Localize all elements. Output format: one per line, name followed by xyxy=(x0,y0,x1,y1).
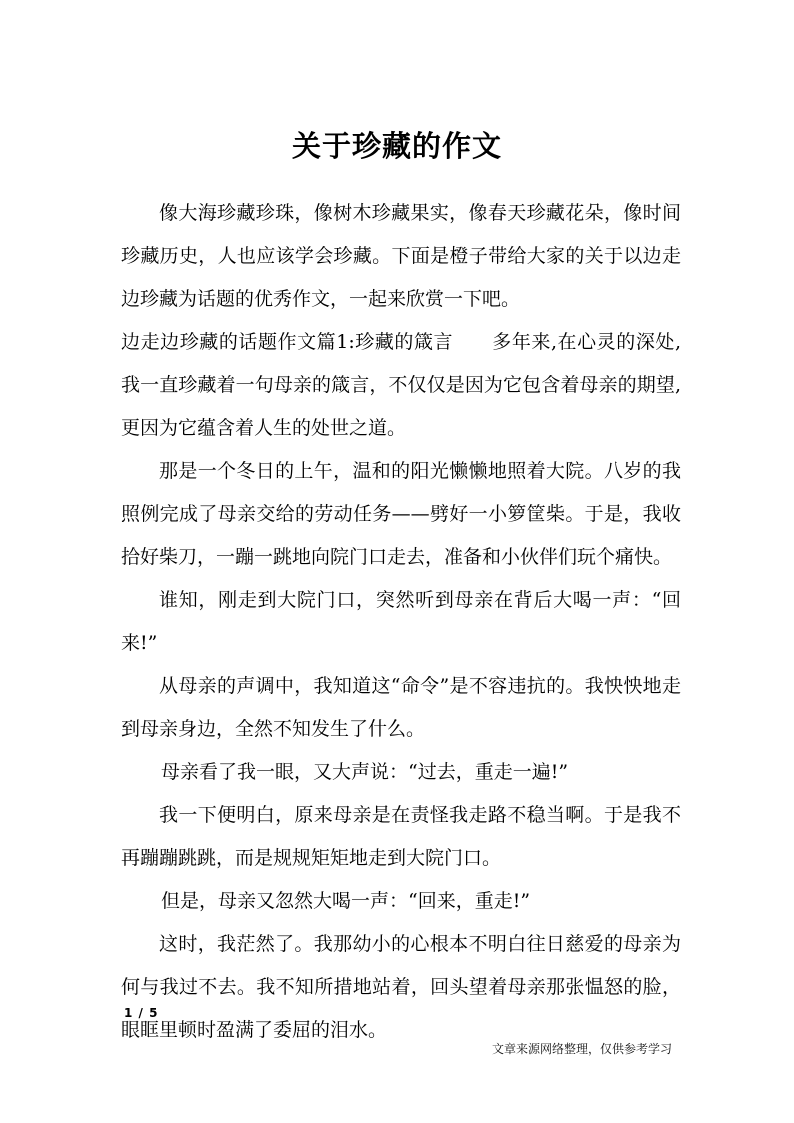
paragraph-walk-again: 母亲看了我一眼，又大声说：“过去，重走一遍!” xyxy=(161,761,569,783)
article-body xyxy=(121,192,681,1052)
page-indicator: 1 / 5 xyxy=(124,1006,159,1020)
paragraph-mother-calls: 谁知，刚走到大院门口，突然听到母亲在背后大喝一声：“回来!” xyxy=(121,589,681,654)
document-title: 关于珍藏的作文 xyxy=(291,129,502,163)
paragraph-intro: 像大海珍藏珍珠，像树木珍藏果实，像春天珍藏花朵，像时间珍藏历史，人也应该学会珍藏。下面是橙子带给大家的关于以边走边珍藏为话题的优秀作文，一起来欣赏一下吧。 xyxy=(121,202,681,310)
paragraph-confused: 这时，我茫然了。我那幼小的心根本不明白往日慈爱的母亲为何与我过不去。我不知所措地站着，回头望着母亲那张愠怒的脸，眼眶里顿时盈满了委屈的泪水。 xyxy=(121,933,681,1041)
paragraph-essay-heading: 边走边珍藏的话题作文篇1:珍藏的箴言 多年来,在心灵的深处,我一直珍藏着一句母亲的箴言，不仅仅是因为它包含着母亲的期望,更因为它蕴含着人生的处世之道。 xyxy=(121,331,681,439)
source-note: 文章来源网络整理，仅供参考学习 xyxy=(491,1042,672,1056)
paragraph-again-shout: 但是，母亲又忽然大喝一声：“回来，重走!” xyxy=(161,890,531,912)
paragraph-understood: 我一下便明白，原来母亲是在责怪我走路不稳当啊。于是我不再蹦蹦跳跳，而是规规矩矩地走到大院门口。 xyxy=(121,804,681,869)
paragraph-winter-morning: 那是一个冬日的上午，温和的阳光懒懒地照着大院。八岁的我照例完成了母亲交给的劳动任务——劈好一小箩筐柴。于是，我收拾好柴刀，一蹦一跳地向院门口走去，准备和小伙伴们玩个痛快。 xyxy=(121,460,681,568)
paragraph-command: 从母亲的声调中，我知道这“命令”是不容违抗的。我怏怏地走到母亲身边，全然不知发生了什么。 xyxy=(121,675,681,740)
